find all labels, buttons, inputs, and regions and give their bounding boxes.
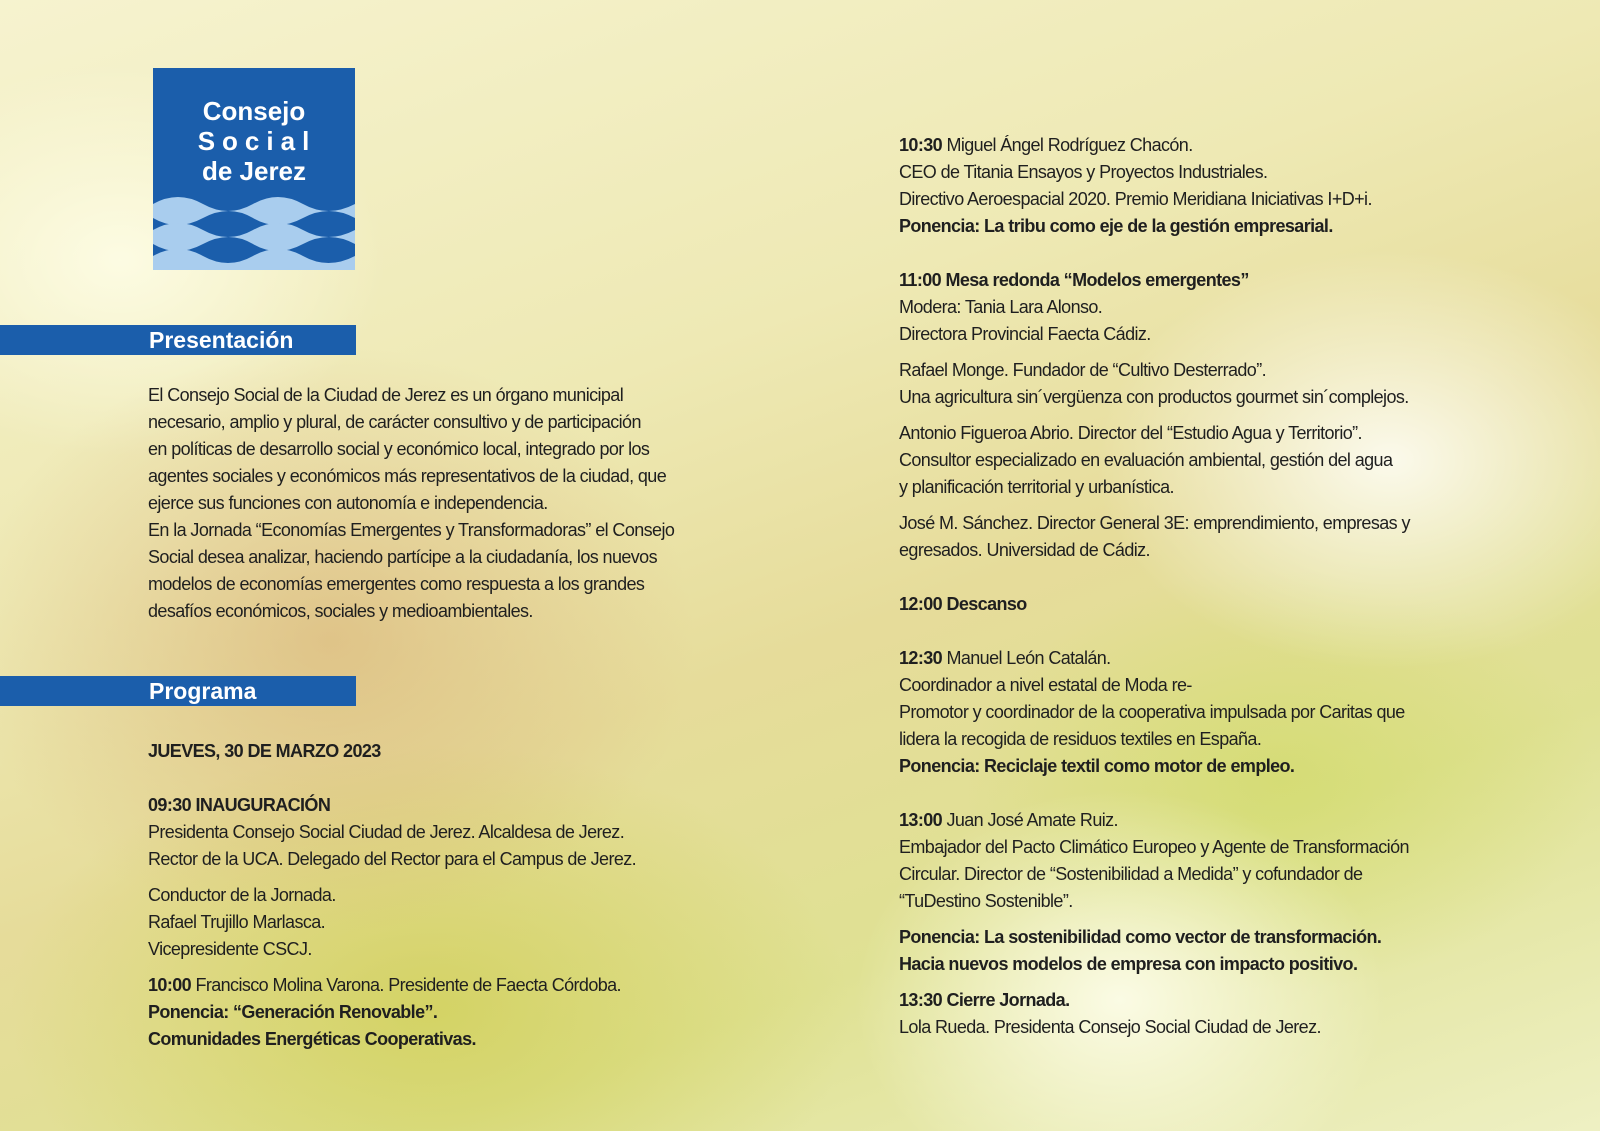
session-line: Lola Rueda. Presidenta Consejo Social Ciudad de Jerez. (899, 1017, 1321, 1037)
session-line: Consultor especializado en evaluación ambiental, gestión del agua (899, 450, 1393, 470)
inauguracion-title: 09:30 INAUGURACIÓN (148, 795, 331, 815)
session-1230 (899, 645, 1469, 672)
session-line: “TuDestino Sostenible”. (899, 891, 1073, 911)
programa-left-column (148, 738, 708, 1053)
logo-line-3: de Jerez (201, 156, 307, 186)
session-line: egresados. Universidad de Cádiz. (899, 540, 1150, 560)
session-line: Una agricultura sin´vergüenza con productos gourmet sin´complejos. (899, 387, 1409, 407)
descanso-title: 12:00 Descanso (899, 594, 1027, 614)
session-line: Directora Provincial Faecta Cádiz. (899, 324, 1151, 344)
pres-line: En la Jornada “Economías Emergentes y Transformadoras” el Consejo (148, 520, 675, 540)
logo-text (153, 96, 355, 186)
conductor-line: Vicepresidente CSCJ. (148, 939, 312, 959)
session-speaker: Miguel Ángel Rodríguez Chacón. (942, 135, 1193, 155)
consejo-social-logo (153, 68, 355, 270)
pres-line: desafíos económicos, sociales y medioambientales. (148, 601, 533, 621)
session-line: Rafael Monge. Fundador de “Cultivo Desterrado”. (899, 360, 1267, 380)
session-time: 12:30 (899, 648, 943, 668)
pres-line: modelos de economías emergentes como respuesta a los grandes (148, 574, 645, 594)
waves-icon (153, 190, 355, 270)
session-speaker: Francisco Molina Varona. Presidente de Faecta Córdoba. (191, 975, 621, 995)
ponencia-line: Ponencia: “Generación Renovable”. (148, 1002, 438, 1022)
session-speaker: Juan José Amate Ruiz. (942, 810, 1118, 830)
conductor-line: Conductor de la Jornada. (148, 885, 336, 905)
pres-line: El Consejo Social de la Ciudad de Jerez es un órgano municipal (148, 385, 624, 405)
session-line: y planificación territorial y urbanística. (899, 477, 1174, 497)
pres-line: necesario, amplio y plural, de carácter consultivo y de participación (148, 412, 641, 432)
logo-line-1: Consejo (202, 96, 306, 126)
ponencia-line: Ponencia: Reciclaje textil como motor de empleo. (899, 756, 1295, 776)
session-line: lidera la recogida de residuos textiles en España. (899, 729, 1262, 749)
event-date: JUEVES, 30 DE MARZO 2023 (148, 741, 381, 761)
session-speaker: Manuel León Catalán. (942, 648, 1111, 668)
session-time: 13:00 (899, 810, 943, 830)
section-header-programa: Programa (0, 676, 356, 706)
session-line: Coordinador a nivel estatal de Moda re- (899, 675, 1192, 695)
session-1300 (899, 807, 1469, 834)
inauguracion-line: Rector de la UCA. Delegado del Rector para el Campus de Jerez. (148, 849, 637, 869)
session-line: Directivo Aeroespacial 2020. Premio Meridiana Iniciativas I+D+i. (899, 189, 1372, 209)
session-time: 10:30 (899, 135, 943, 155)
programa-right-column (899, 132, 1469, 1041)
inauguracion-line: Presidenta Consejo Social Ciudad de Jerez. Alcaldesa de Jerez. (148, 822, 625, 842)
ponencia-line: Hacia nuevos modelos de empresa con impacto positivo. (899, 954, 1358, 974)
mesa-redonda-title: 11:00 Mesa redonda “Modelos emergentes” (899, 270, 1249, 290)
session-line: José M. Sánchez. Director General 3E: emprendimiento, empresas y (899, 513, 1410, 533)
logo-line-2: Social (197, 126, 317, 156)
pres-line: en políticas de desarrollo social y económico local, integrado por los (148, 439, 650, 459)
session-line: Antonio Figueroa Abrio. Director del “Estudio Agua y Territorio”. (899, 423, 1362, 443)
pres-line: agentes sociales y económicos más representativos de la ciudad, que (148, 466, 667, 486)
presentacion-text (148, 382, 708, 625)
session-line: Promotor y coordinador de la cooperativa impulsada por Caritas que (899, 702, 1405, 722)
conductor-line: Rafael Trujillo Marlasca. (148, 912, 326, 932)
session-1000 (148, 972, 708, 999)
session-line: Modera: Tania Lara Alonso. (899, 297, 1103, 317)
session-line: CEO de Titania Ensayos y Proyectos Industriales. (899, 162, 1268, 182)
ponencia-line: Ponencia: La sostenibilidad como vector de transformación. (899, 927, 1382, 947)
pres-line: Social desea analizar, haciendo partícipe a la ciudadanía, los nuevos (148, 547, 657, 567)
session-line: Embajador del Pacto Climático Europeo y Agente de Transformación (899, 837, 1409, 857)
ponencia-line: Ponencia: La tribu como eje de la gestión empresarial. (899, 216, 1333, 236)
cierre-title: 13:30 Cierre Jornada. (899, 990, 1070, 1010)
session-time: 10:00 (148, 975, 192, 995)
pres-line: ejerce sus funciones con autonomía e independencia. (148, 493, 548, 513)
ponencia-line: Comunidades Energéticas Cooperativas. (148, 1029, 476, 1049)
session-line: Circular. Director de “Sostenibilidad a Medida” y cofundador de (899, 864, 1363, 884)
section-header-presentacion: Presentación (0, 325, 356, 355)
session-1030 (899, 132, 1469, 159)
